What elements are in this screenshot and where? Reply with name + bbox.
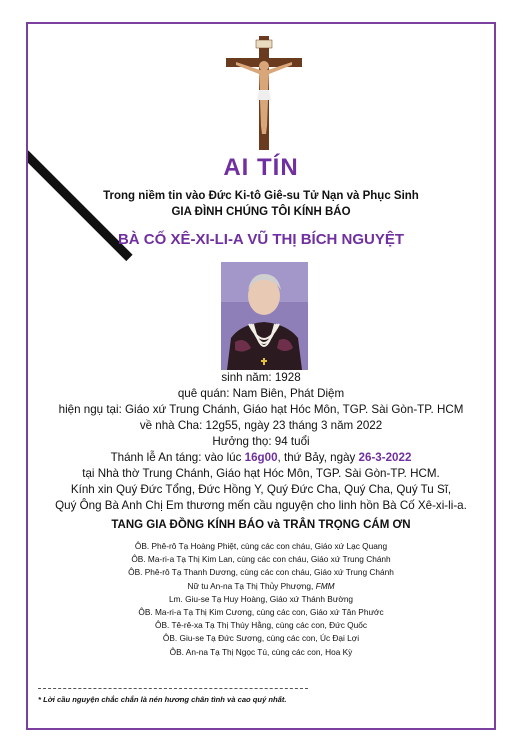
passing-date: về nhà Cha: 12g55, ngày 23 tháng 3 năm 2022 bbox=[139, 419, 383, 432]
order-abbrev: FMM bbox=[315, 580, 335, 591]
list-item: Nữ tu An-na Tạ Thị Thủy Phượng, FMM bbox=[187, 580, 335, 591]
list-item: ÔB. Ma-ri-a Tạ Thị Kim Lan, cùng các con cháu, Giáo xứ Trung Chánh bbox=[131, 554, 391, 565]
funeral-mass bbox=[28, 450, 494, 467]
funeral-prefix: Thánh lễ An táng: vào lúc bbox=[110, 451, 245, 464]
list-item: ÔB. Ma-ri-a Tạ Thị Kim Cương, cùng các con, Giáo xứ Tân Phước bbox=[138, 607, 384, 618]
list-item: ÔB. Tê-rê-xa Tạ Thị Thúy Hằng, cùng các con, Đức Quốc bbox=[155, 620, 367, 631]
list-item: ÔB. Phê-rô Tạ Thanh Dương, cùng các con cháu, Giáo xứ Trung Chánh bbox=[128, 567, 394, 578]
obituary-card bbox=[26, 22, 496, 730]
page-title: AI TÍN bbox=[223, 154, 299, 181]
thanks-heading: TANG GIA ĐỒNG KÍNH BÁO và TRÂN TRỌNG CÁM ƠN bbox=[111, 519, 411, 531]
crucifix-icon bbox=[222, 34, 306, 152]
announcement-line: GIA ĐÌNH CHÚNG TÔI KÍNH BÁO bbox=[171, 206, 351, 218]
family-list bbox=[28, 540, 494, 659]
divider bbox=[38, 688, 308, 689]
funeral-mid: , thứ Bảy, ngày bbox=[277, 451, 359, 464]
deceased-name: BÀ CỐ XÊ-XI-LI-A VŨ THỊ BÍCH NGUYỆT bbox=[117, 231, 405, 248]
list-item: ÔB. Giu-se Tạ Đức Sương, cùng các con, Úc Đại Lợi bbox=[162, 633, 360, 644]
portrait-photo bbox=[221, 262, 308, 370]
list-item: ÔB. An-na Tạ Thị Ngọc Tú, cùng các con, Hoa Kỳ bbox=[169, 646, 353, 657]
funeral-date: 26-3-2022 bbox=[358, 451, 412, 464]
hometown: quê quán: Nam Biên, Phát Diệm bbox=[177, 387, 345, 400]
birth-year: sinh năm: 1928 bbox=[221, 371, 301, 384]
funeral-place: tại Nhà thờ Trung Chánh, Giáo hạt Hóc Môn, TGP. Sài Gòn-TP. HCM. bbox=[82, 467, 440, 480]
faith-line: Trong niềm tin vào Đức Ki-tô Giê-su Tử Nạn và Phục Sinh bbox=[103, 190, 419, 202]
prayer-request-1: Kính xin Quý Đức Tổng, Đức Hồng Y, Quý Đức Cha, Quý Cha, Quý Tu Sĩ, bbox=[70, 483, 452, 496]
residence: hiện ngụ tại: Giáo xứ Trung Chánh, Giáo hạt Hóc Môn, TGP. Sài Gòn-TP. HCM bbox=[58, 403, 464, 416]
age: Hưởng thọ: 94 tuổi bbox=[212, 435, 310, 448]
list-item: Lm. Giu-se Tạ Huy Hoàng, Giáo xứ Thánh Bường bbox=[168, 593, 354, 604]
prayer-request-2: Quý Ông Bà Anh Chị Em thương mến cầu nguyện cho linh hồn Bà Cố Xê-xi-li-a. bbox=[55, 499, 467, 512]
list-item: ÔB. Phê-rô Tạ Hoàng Phiệt, cùng các con cháu, Giáo xứ Lạc Quang bbox=[134, 541, 388, 551]
funeral-time: 16g00 bbox=[244, 451, 278, 464]
footnote: * Lời cầu nguyện chắc chắn là nén hương chân tình và cao quý nhất. bbox=[38, 695, 287, 704]
